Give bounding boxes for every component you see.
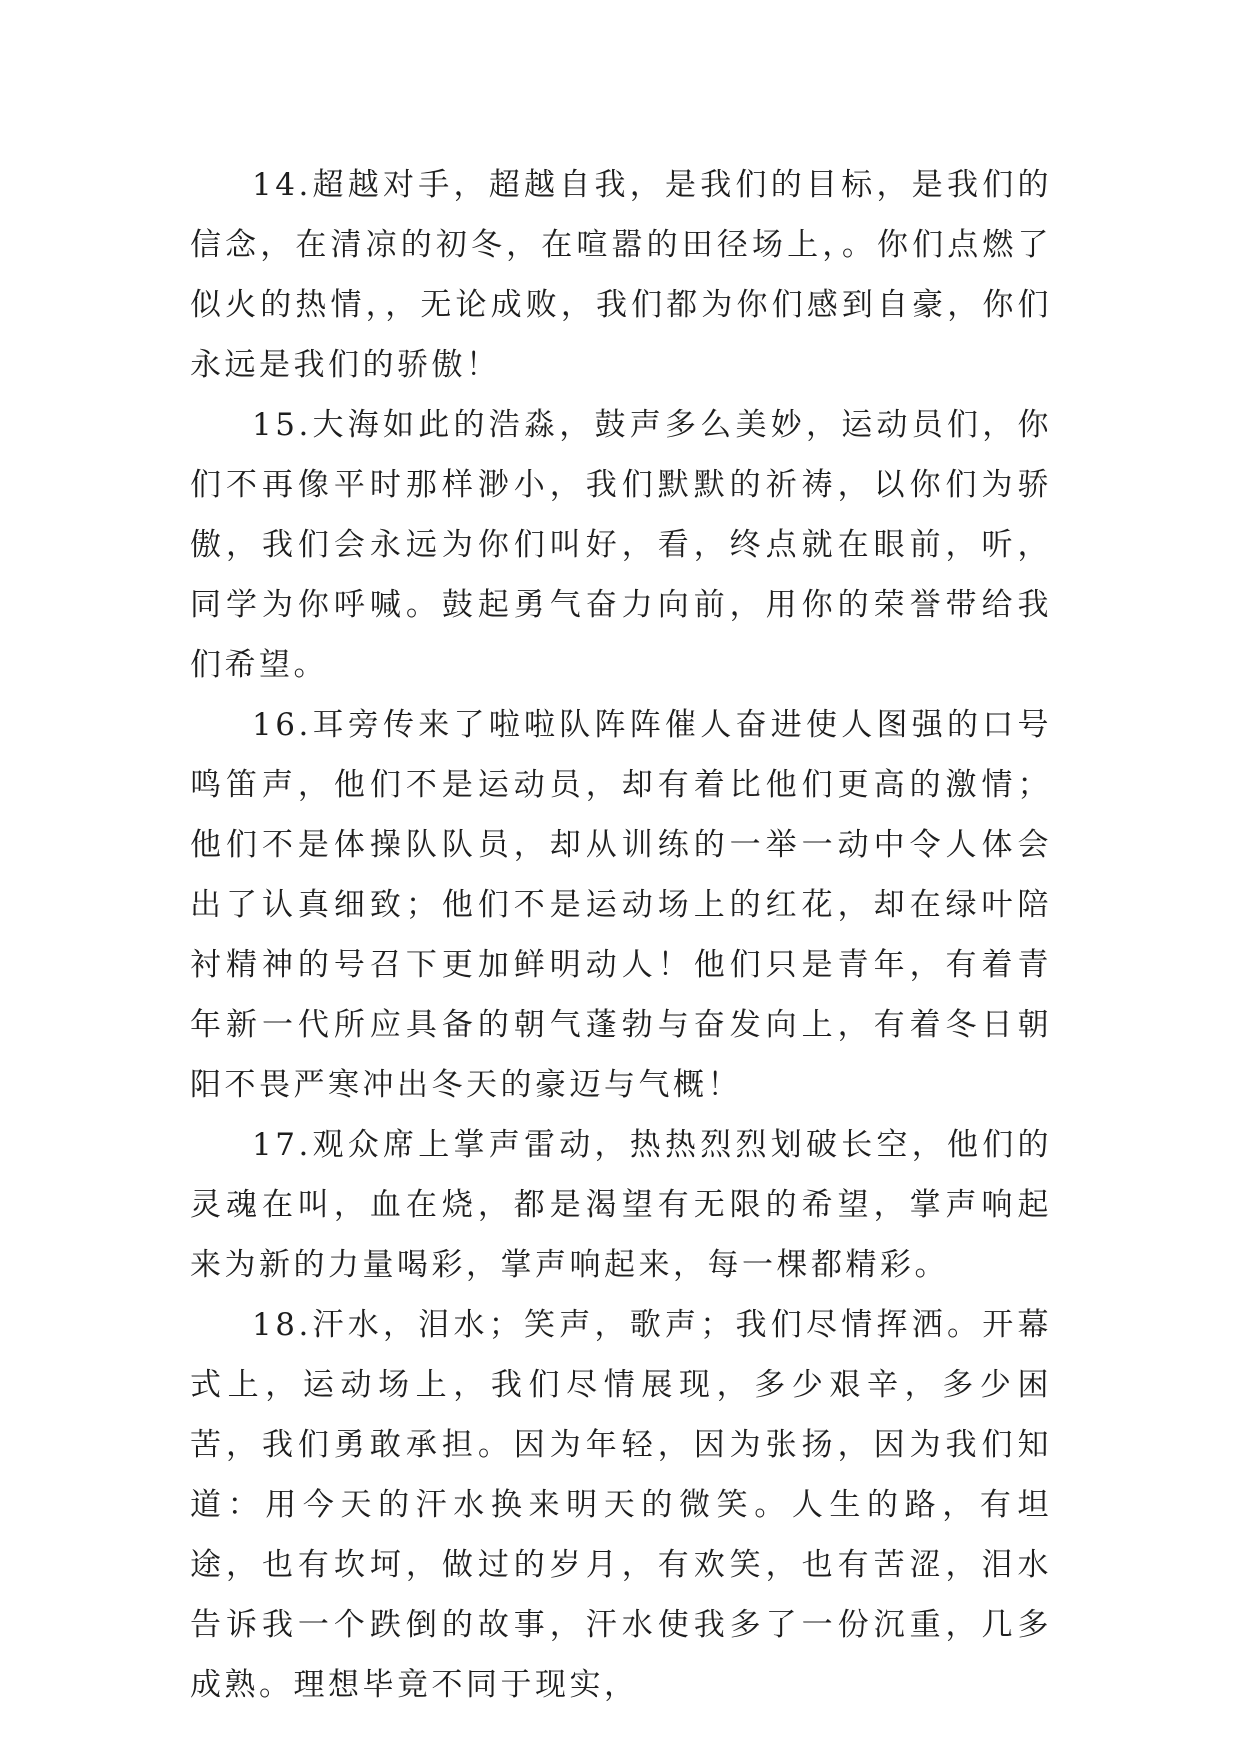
paragraph-16: 16.耳旁传来了啦啦队阵阵催人奋进使人图强的口号鸣笛声，他们不是运动员，却有着比他们更高的激情；他们不是体操队队员，却从训练的一举一动中令人体会出了认真细致；他们不是运动场上的红花，却在绿叶陪衬精神的号召下更加鲜明动人！他们只是青年，有着青年新一代所应具备的朝气蓬勃与奋发向上，有着冬日朝阳不畏严寒冲出冬天的豪迈与气概！	[190, 707, 1052, 1103]
document-body	[190, 155, 1052, 1715]
paragraph-14: 14.超越对手，超越自我，是我们的目标，是我们的信念，在清凉的初冬，在喧嚣的田径场上，。你们点燃了似火的热情，，无论成败，我们都为你们感到自豪，你们永远是我们的骄傲！	[190, 167, 1052, 383]
paragraph-17: 17.观众席上掌声雷动，热热烈烈划破长空，他们的灵魂在叫，血在烧，都是渴望有无限的希望，掌声响起来为新的力量喝彩，掌声响起来，每一棵都精彩。	[190, 1127, 1052, 1283]
paragraph-15: 15.大海如此的浩淼，鼓声多么美妙，运动员们，你们不再像平时那样渺小，我们默默的祈祷，以你们为骄傲，我们会永远为你们叫好，看，终点就在眼前，听，同学为你呼喊。鼓起勇气奋力向前，用你的荣誉带给我们希望。	[190, 407, 1052, 683]
paragraph-18: 18.汗水，泪水；笑声，歌声；我们尽情挥洒。开幕式上，运动场上，我们尽情展现，多少艰辛，多少困苦，我们勇敢承担。因为年轻，因为张扬，因为我们知道：用今天的汗水换来明天的微笑。人生的路，有坦途，也有坎坷，做过的岁月，有欢笑，也有苦涩，泪水告诉我一个跌倒的故事，汗水使我多了一份沉重，几多成熟。理想毕竟不同于现实，	[190, 1307, 1052, 1703]
